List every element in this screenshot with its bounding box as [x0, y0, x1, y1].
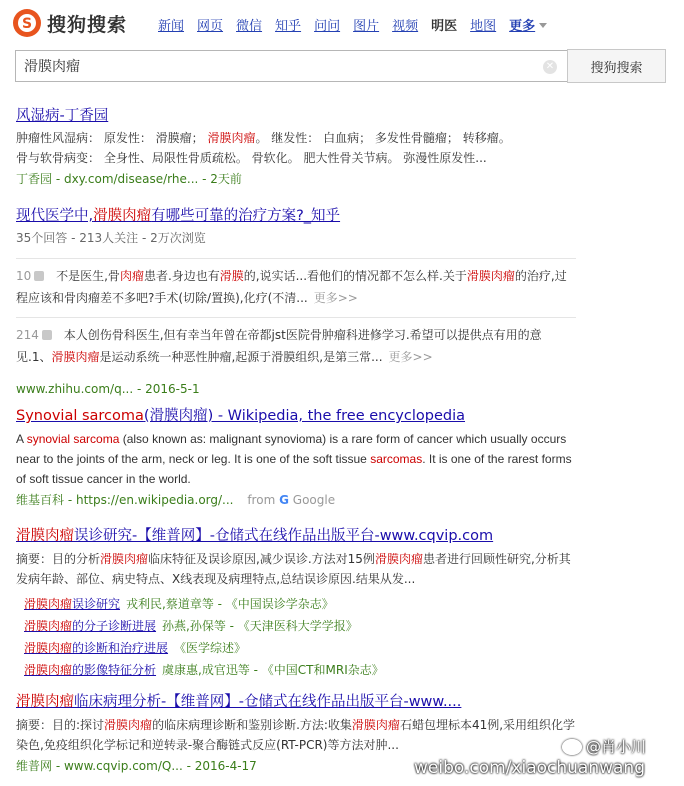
result-title[interactable]: 风湿病-丁香园 — [16, 108, 109, 124]
answer-text: 不是医生,骨 — [56, 269, 120, 283]
search-result — [16, 104, 576, 187]
snippet-text: (also known as: malignant synovioma) is a rare form of cancer which usually occurs near to the joints of the arm, neck or leg. It is one of the soft tissue — [16, 432, 567, 466]
weibo-watermark-url: weibo.com/xiaochuanwang — [414, 758, 645, 778]
nav-more[interactable] — [509, 15, 547, 34]
sub-link-highlight: 滑膜肉瘤 — [24, 597, 73, 611]
answer-highlight: 肉瘤 — [119, 269, 144, 283]
title-text: (滑膜肉瘤) - Wikipedia, the free encyclopedia — [143, 408, 466, 424]
snippet-text: 肿瘤性风湿病： 原发性： 滑膜瘤； — [16, 131, 208, 145]
search-result — [16, 404, 576, 508]
result-cite[interactable]: 维基百科 - https://en.wikipedia.org/... — [16, 493, 234, 507]
sub-link-highlight: 滑膜肉瘤 — [24, 641, 73, 655]
search-input[interactable] — [16, 51, 536, 81]
result-title[interactable] — [16, 690, 576, 711]
sub-link-text: 的分子诊断进展 — [72, 619, 157, 633]
result-cite[interactable]: 丁香园 - dxy.com/disease/rhe... - 2天前 — [16, 172, 242, 186]
sub-link-highlight: 滑膜肉瘤 — [24, 663, 73, 677]
nav-video[interactable]: 视频 — [392, 19, 419, 34]
sub-link[interactable] — [24, 663, 156, 677]
sub-link[interactable] — [24, 619, 156, 633]
snippet-text: 骨与软骨病变： 全身性、局限性骨质疏松。 骨软化。 肥大性骨关节病。 弥漫性原发性... — [16, 151, 487, 165]
watermark-handle-text: @肖小川 — [586, 738, 647, 756]
snippet-text: A — [16, 432, 27, 446]
from-google — [247, 493, 335, 507]
title-highlight: 滑膜肉瘤 — [16, 694, 74, 710]
result-title[interactable] — [16, 204, 576, 225]
answer-highlight: 滑膜肉瘤 — [466, 269, 515, 283]
sub-link-row — [24, 593, 576, 615]
vote-number: 214 — [16, 328, 39, 342]
snippet-text: 临床特征及误诊原因,减少误诊.方法对15例 — [148, 552, 375, 566]
vote-count — [16, 269, 44, 283]
result-cite[interactable]: 维普网 - www.cqvip.com/Q... - 2016-4-17 — [16, 759, 257, 773]
snippet-text: 。 继发性： 白血病； 多发性骨髓瘤； 转移瘤。 — [255, 131, 511, 145]
from-label: from — [247, 493, 276, 507]
answer-text: 的治疗,过程应该和骨肉瘤差不多吧?手术(切除/置换),化疗(不清... — [16, 269, 567, 305]
answer-item — [16, 317, 576, 368]
snippet-highlight: 滑膜肉瘤 — [351, 718, 400, 732]
title-text: 误诊研究-【维普网】-仓储式在线作品出版平台-www.cqvip.com — [74, 528, 494, 544]
result-meta: 35个回答 - 213人关注 - 2万次浏览 — [16, 231, 206, 245]
result-snippet — [16, 429, 576, 489]
title-text: 现代医学中, — [16, 208, 94, 224]
nav-mingyi[interactable]: 明医 — [431, 19, 458, 34]
vote-count — [16, 328, 52, 342]
result-snippet — [16, 128, 576, 168]
search-button[interactable]: 搜狗搜索 — [567, 49, 666, 83]
answer-text: 的,说实话...看他们的情况都不怎么样.关于 — [243, 269, 467, 283]
svg-text:S: S — [21, 16, 33, 32]
sub-link-highlight: 滑膜肉瘤 — [24, 619, 73, 633]
search-result — [16, 524, 576, 681]
result-cite-row — [16, 491, 576, 508]
sub-link-authors: 戎利民,蔡道章等 - 《中国误诊学杂志》 — [126, 597, 334, 611]
result-snippet — [16, 549, 576, 589]
sub-link[interactable] — [24, 597, 120, 611]
thumb-up-icon — [34, 271, 44, 281]
clear-icon[interactable]: ✕ — [543, 60, 557, 74]
sub-link[interactable] — [24, 641, 168, 655]
vote-number: 10 — [16, 269, 32, 283]
answer-text: 的意见.1、 — [16, 328, 542, 364]
result-cite[interactable]: www.zhihu.com/q... - 2016-5-1 — [16, 382, 200, 396]
header — [0, 0, 684, 48]
google-label: Google — [292, 493, 336, 507]
sub-link-text: 误诊研究 — [72, 597, 121, 611]
sub-link-row — [24, 615, 576, 637]
sub-links — [16, 593, 576, 681]
logo-text: 搜狗搜索 — [47, 13, 128, 36]
nav-bar — [158, 15, 547, 34]
google-icon: G — [279, 493, 289, 507]
thumb-up-icon — [42, 330, 52, 340]
title-highlight: 滑膜肉瘤 — [16, 528, 74, 544]
sub-link-row — [24, 637, 576, 659]
snippet-highlight: 滑膜肉瘤 — [207, 131, 256, 145]
title-highlight: 滑膜肉瘤 — [93, 208, 152, 224]
snippet-text: 患者进行回顾性研究,分析其发病年龄、部位、病史特点、X线表现及病理特点,总结误诊原因.结果从发... — [16, 552, 571, 586]
nav-images[interactable]: 图片 — [353, 19, 380, 34]
snippet-highlight: 滑膜肉瘤 — [100, 552, 149, 566]
nav-web[interactable]: 网页 — [197, 19, 224, 34]
sub-link-authors: 《医学综述》 — [174, 641, 247, 655]
snippet-text: . It is one of the rarest forms of soft tissue cancer in the world. — [16, 452, 572, 486]
sub-link-row — [24, 659, 576, 681]
nav-map[interactable]: 地图 — [470, 19, 497, 34]
sogou-logo-icon — [12, 8, 42, 38]
more-link[interactable]: 更多>> — [313, 291, 358, 305]
snippet-text: 摘要：目的:探讨 — [16, 718, 105, 732]
answer-highlight: 滑膜肉瘤 — [51, 350, 100, 364]
answer-text: 本人创伤骨科医生,但有幸当年曾在帝都jst医院骨肿瘤科进修学习.希望可以提供点有用 — [63, 328, 518, 342]
nav-weixin[interactable]: 微信 — [236, 19, 263, 34]
result-snippet — [16, 715, 576, 755]
nav-wenwen[interactable]: 问问 — [314, 19, 341, 34]
title-highlight: Synovial sarcoma — [16, 408, 144, 424]
snippet-highlight: synovial sarcoma — [26, 432, 120, 446]
nav-zhihu[interactable]: 知乎 — [275, 19, 302, 34]
snippet-highlight: sarcomas — [370, 452, 423, 466]
weibo-icon — [562, 739, 582, 755]
sub-link-text: 的影像特征分析 — [72, 663, 157, 677]
snippet-highlight: 滑膜肉瘤 — [374, 552, 423, 566]
sub-link-text: 的诊断和治疗进展 — [72, 641, 169, 655]
nav-more-label: 更多 — [509, 19, 536, 34]
search-result — [16, 204, 576, 396]
snippet-highlight: 滑膜肉瘤 — [104, 718, 153, 732]
weibo-watermark-handle — [562, 736, 646, 757]
answer-item — [16, 258, 576, 309]
answer-text: 患者.身边也有 — [143, 269, 220, 283]
answer-text: 是运动系统一种恶性肿瘤,起源于滑膜组织,是第三常... — [99, 350, 383, 364]
nav-news[interactable]: 新闻 — [158, 19, 185, 34]
more-link[interactable]: 更多>> — [388, 350, 433, 364]
search-box — [15, 50, 568, 82]
title-text: 临床病理分析-【维普网】-仓储式在线作品出版平台-www.... — [74, 694, 462, 710]
answer-highlight: 滑膜 — [219, 269, 244, 283]
chevron-down-icon — [539, 23, 547, 28]
result-title[interactable] — [16, 404, 576, 425]
snippet-text: 的临床病理诊断和鉴别诊断.方法:收集 — [152, 718, 352, 732]
title-text: 有哪些可靠的治疗方案?_知乎 — [151, 208, 341, 224]
snippet-text: 摘要：目的分析 — [16, 552, 101, 566]
snippet-text: 石蜡包埋标本41例,采用组织化学染色,免疫组织化学标记和逆转录-聚合酶链式反应(RT-PCR)等方法对肿... — [16, 718, 576, 752]
sogou-logo[interactable] — [12, 6, 127, 40]
sub-link-authors: 孙燕,孙保等 - 《天津医科大学学报》 — [162, 619, 358, 633]
result-title[interactable] — [16, 524, 576, 545]
sub-link-authors: 虞康惠,成官迅等 - 《中国CT和MRI杂志》 — [162, 663, 384, 677]
